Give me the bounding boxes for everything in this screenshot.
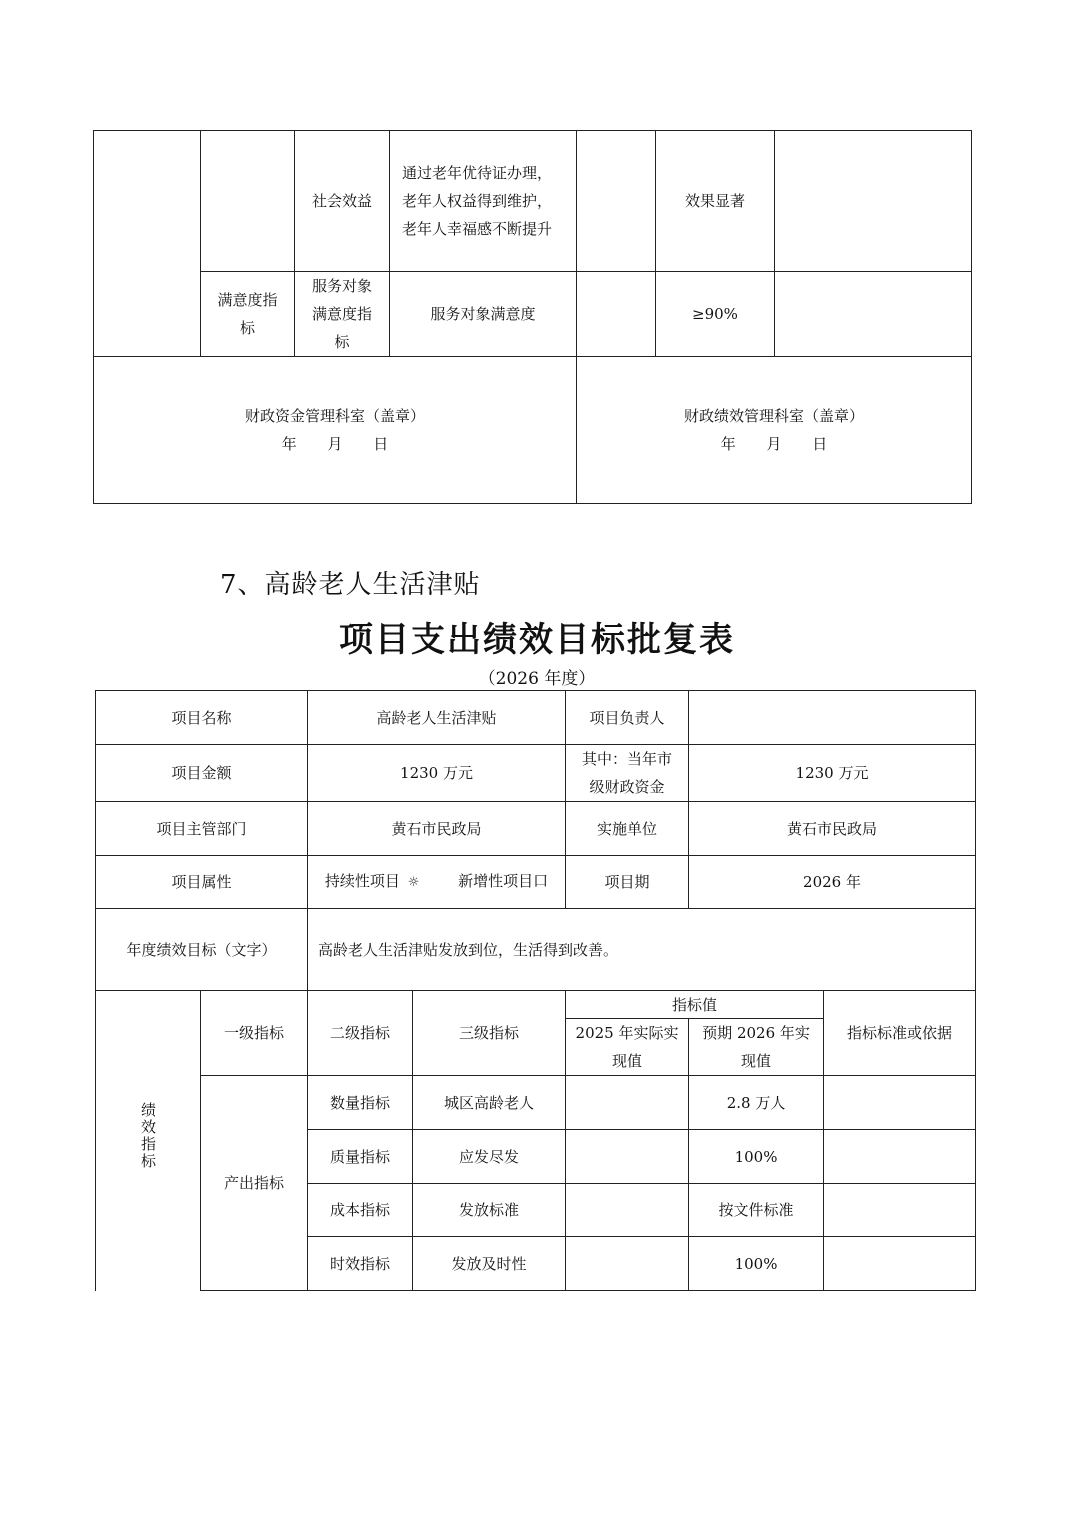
city-funds-label: 其中：当年市 级财政资金 <box>566 745 689 802</box>
period-label: 项目期 <box>566 856 689 909</box>
perf-indicator-label: 绩效指标 <box>139 1102 157 1171</box>
year-label: （2026 年度） <box>478 669 596 689</box>
row-expected: 100% <box>689 1237 824 1291</box>
row-tertiary: 发放及时性 <box>413 1237 566 1291</box>
row-secondary: 时效指标 <box>308 1237 413 1291</box>
social-benefit-standard <box>775 131 972 272</box>
row-expected: 2.8 万人 <box>689 1076 824 1130</box>
project-name-label: 项目名称 <box>96 691 308 745</box>
stamp-performance-management <box>577 357 972 504</box>
stamp-label: 财政绩效管理科室（盖章） <box>683 407 864 425</box>
section-heading: 7、高龄老人生活津贴 <box>220 570 481 600</box>
blank-primary-cell <box>201 131 295 272</box>
continuing-checked-icon: ☼ <box>407 875 420 890</box>
goal-text: 高龄老人生活津贴发放到位，生活得到改善。 <box>308 909 976 991</box>
project-name-value: 高龄老人生活津贴 <box>308 691 566 745</box>
row-tertiary: 发放标准 <box>413 1184 566 1237</box>
header-primary: 一级指标 <box>201 991 308 1076</box>
city-funds-value: 1230 万元 <box>689 745 976 802</box>
satisfaction-standard <box>775 272 972 357</box>
stamp-fund-management <box>94 357 577 504</box>
attribute-continuing: 持续性项目 <box>324 872 400 890</box>
row-expected: 100% <box>689 1130 824 1184</box>
social-benefit-description: 通过老年优待证办理， 老年人权益得到维护， 老年人幸福感不断提升 <box>390 131 577 272</box>
satisfaction-secondary-label: 服务对象 满意度指 标 <box>295 272 390 357</box>
row-expected: 按文件标准 <box>689 1184 824 1237</box>
satisfaction-actual <box>577 272 656 357</box>
row-actual <box>566 1076 689 1130</box>
row-standard <box>824 1237 976 1291</box>
period-value: 2026 年 <box>689 856 976 909</box>
stamp-date: 年 月 日 <box>281 435 389 453</box>
goal-label: 年度绩效目标（文字） <box>96 909 308 991</box>
row-standard <box>824 1130 976 1184</box>
social-benefit-expected: 效果显著 <box>656 131 775 272</box>
department-value: 黄石市民政局 <box>308 802 566 856</box>
header-actual-2025: 2025 年实际实 现值 <box>566 1019 689 1076</box>
satisfaction-expected: ≥90% <box>656 272 775 357</box>
amount-label: 项目金额 <box>96 745 308 802</box>
row-actual <box>566 1184 689 1237</box>
social-benefit-actual <box>577 131 656 272</box>
row-secondary: 成本指标 <box>308 1184 413 1237</box>
row-actual <box>566 1130 689 1184</box>
header-standard: 指标标准或依据 <box>824 991 976 1076</box>
stamp-date: 年 月 日 <box>720 435 828 453</box>
row-tertiary: 应发尽发 <box>413 1130 566 1184</box>
satisfaction-primary-label: 满意度指 标 <box>201 272 295 357</box>
manager-label: 项目负责人 <box>566 691 689 745</box>
stamp-label: 财政资金管理科室（盖章） <box>244 407 425 425</box>
attribute-new: 新增性项目口 <box>458 872 549 890</box>
output-indicator-label: 产出指标 <box>201 1076 308 1291</box>
attribute-options <box>308 856 566 909</box>
row-standard <box>824 1076 976 1130</box>
blank-category-cell <box>94 131 201 357</box>
row-actual <box>566 1237 689 1291</box>
perf-indicator-category <box>96 991 201 1291</box>
manager-value <box>689 691 976 745</box>
satisfaction-tertiary: 服务对象满意度 <box>390 272 577 357</box>
header-expected-2026: 预期 2026 年实 现值 <box>689 1019 824 1076</box>
row-tertiary: 城区高龄老人 <box>413 1076 566 1130</box>
social-benefit-label: 社会效益 <box>295 131 390 272</box>
implementer-value: 黄石市民政局 <box>689 802 976 856</box>
page-title: 项目支出绩效目标批复表 <box>339 620 735 660</box>
implementer-label: 实施单位 <box>566 802 689 856</box>
header-secondary: 二级指标 <box>308 991 413 1076</box>
row-standard <box>824 1184 976 1237</box>
performance-approval-table <box>95 690 976 1291</box>
row-secondary: 数量指标 <box>308 1076 413 1130</box>
department-label: 项目主管部门 <box>96 802 308 856</box>
amount-value: 1230 万元 <box>308 745 566 802</box>
attribute-label: 项目属性 <box>96 856 308 909</box>
row-secondary: 质量指标 <box>308 1130 413 1184</box>
performance-table-continued <box>93 130 972 504</box>
header-indicator-value: 指标值 <box>566 991 824 1019</box>
header-tertiary: 三级指标 <box>413 991 566 1076</box>
